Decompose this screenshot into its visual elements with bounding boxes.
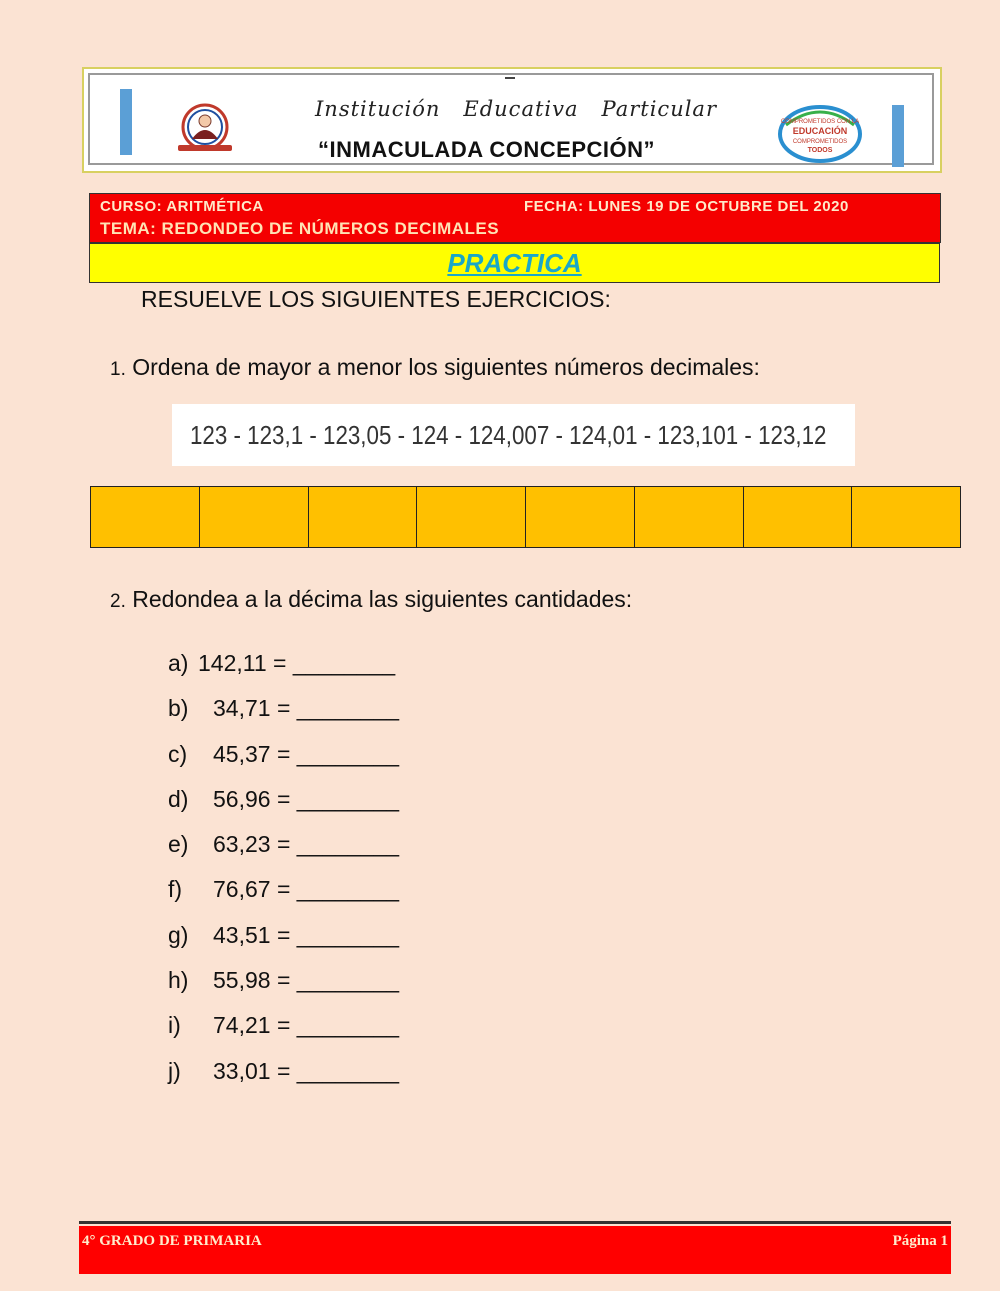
rounding-item-letter: c) [168, 740, 188, 767]
rounding-item-value: 43,51 = ________ [213, 921, 400, 948]
banner-frame [88, 73, 934, 165]
rounding-item[interactable] [168, 1012, 399, 1057]
date-label: FECHA: LUNES 19 DE OCTUBRE DEL 2020 [524, 198, 849, 215]
rounding-exercise-list [168, 650, 399, 1103]
institution-subtitle: Institución Educativa Particular [315, 97, 717, 121]
rounding-item[interactable] [168, 650, 399, 695]
rounding-item-letter: e) [168, 831, 189, 858]
answer-cell[interactable] [852, 487, 960, 547]
badge-line-4: TODOS [807, 147, 833, 154]
rounding-item-letter: a) [168, 650, 189, 676]
answer-cell[interactable] [744, 487, 853, 547]
badge-line-2: EDUCACIÓN [792, 126, 848, 136]
answer-cell[interactable] [91, 487, 200, 547]
rounding-item-letter: f) [168, 876, 183, 903]
rounding-item[interactable] [168, 786, 399, 831]
answer-cell[interactable] [417, 487, 526, 547]
answer-cell[interactable] [309, 487, 418, 547]
rounding-item-value: 33,01 = ________ [213, 1057, 400, 1084]
number-sequence-box [172, 404, 855, 466]
rounding-item-value: 74,21 = ________ [213, 1012, 400, 1039]
topic-label: TEMA: REDONDEO DE NÚMEROS DECIMALES [100, 219, 500, 238]
education-badge-icon [776, 103, 864, 165]
rounding-item-value: 34,71 = ________ [213, 695, 400, 722]
answer-cell[interactable] [635, 487, 744, 547]
grade-label: 4° GRADO DE PRIMARIA [82, 1233, 262, 1249]
rounding-item-letter: g) [168, 921, 189, 948]
rounding-item-letter: j) [168, 1057, 181, 1084]
left-blue-bar [120, 89, 132, 155]
rounding-item-value: 142,11 = ________ [198, 650, 396, 676]
number-sequence: 123 - 123,1 - 123,05 - 124 - 124,007 - 124,01 - 123,101 - 123,12 [190, 420, 827, 450]
practice-title-bar [89, 243, 940, 283]
question-1-text: Ordena de mayor a menor los siguientes números decimales: [132, 354, 760, 380]
rounding-item[interactable] [168, 831, 399, 876]
rounding-item-value: 56,96 = ________ [213, 785, 400, 812]
rounding-item-letter: i) [168, 1012, 181, 1039]
institution-name: “INMACULADA CONCEPCIÓN” [318, 137, 656, 162]
rounding-item-letter: d) [168, 785, 189, 812]
ordering-answer-table [90, 486, 961, 548]
question-1-number: 1. [110, 359, 126, 380]
practice-title: PRACTICA [447, 248, 582, 278]
question-2 [110, 586, 632, 613]
rounding-item-value: 63,23 = ________ [213, 831, 400, 858]
banner-dash-mark [505, 77, 515, 79]
rounding-item-value: 55,98 = ________ [213, 967, 400, 994]
rounding-item[interactable] [168, 741, 399, 786]
rounding-item-value: 45,37 = ________ [213, 740, 400, 767]
rounding-item[interactable] [168, 1058, 399, 1103]
badge-line-1: COMPROMETIDOS CON LA [780, 119, 860, 125]
footer-divider [79, 1221, 951, 1224]
rounding-item[interactable] [168, 876, 399, 921]
right-blue-bar [892, 105, 904, 167]
question-2-text: Redondea a la décima las siguientes cantidades: [132, 586, 633, 612]
question-2-number: 2. [110, 591, 126, 612]
rounding-item[interactable] [168, 922, 399, 967]
course-info-bar [89, 193, 941, 243]
rounding-item[interactable] [168, 695, 399, 740]
course-label: CURSO: ARITMÉTICA [100, 198, 264, 215]
answer-cell[interactable] [200, 487, 309, 547]
page-number: Página 1 [892, 1233, 948, 1249]
badge-line-3: COMPROMETIDOS [792, 139, 848, 145]
question-1 [110, 354, 760, 381]
rounding-item[interactable] [168, 967, 399, 1012]
footer-bar [79, 1226, 951, 1274]
answer-cell[interactable] [526, 487, 635, 547]
rounding-item-letter: h) [168, 967, 189, 994]
institution-banner [82, 67, 942, 173]
rounding-item-letter: b) [168, 695, 189, 722]
instruction-heading: RESUELVE LOS SIGUIENTES EJERCICIOS: [141, 286, 611, 312]
school-logo-icon [170, 103, 240, 155]
rounding-item-value: 76,67 = ________ [213, 876, 400, 903]
